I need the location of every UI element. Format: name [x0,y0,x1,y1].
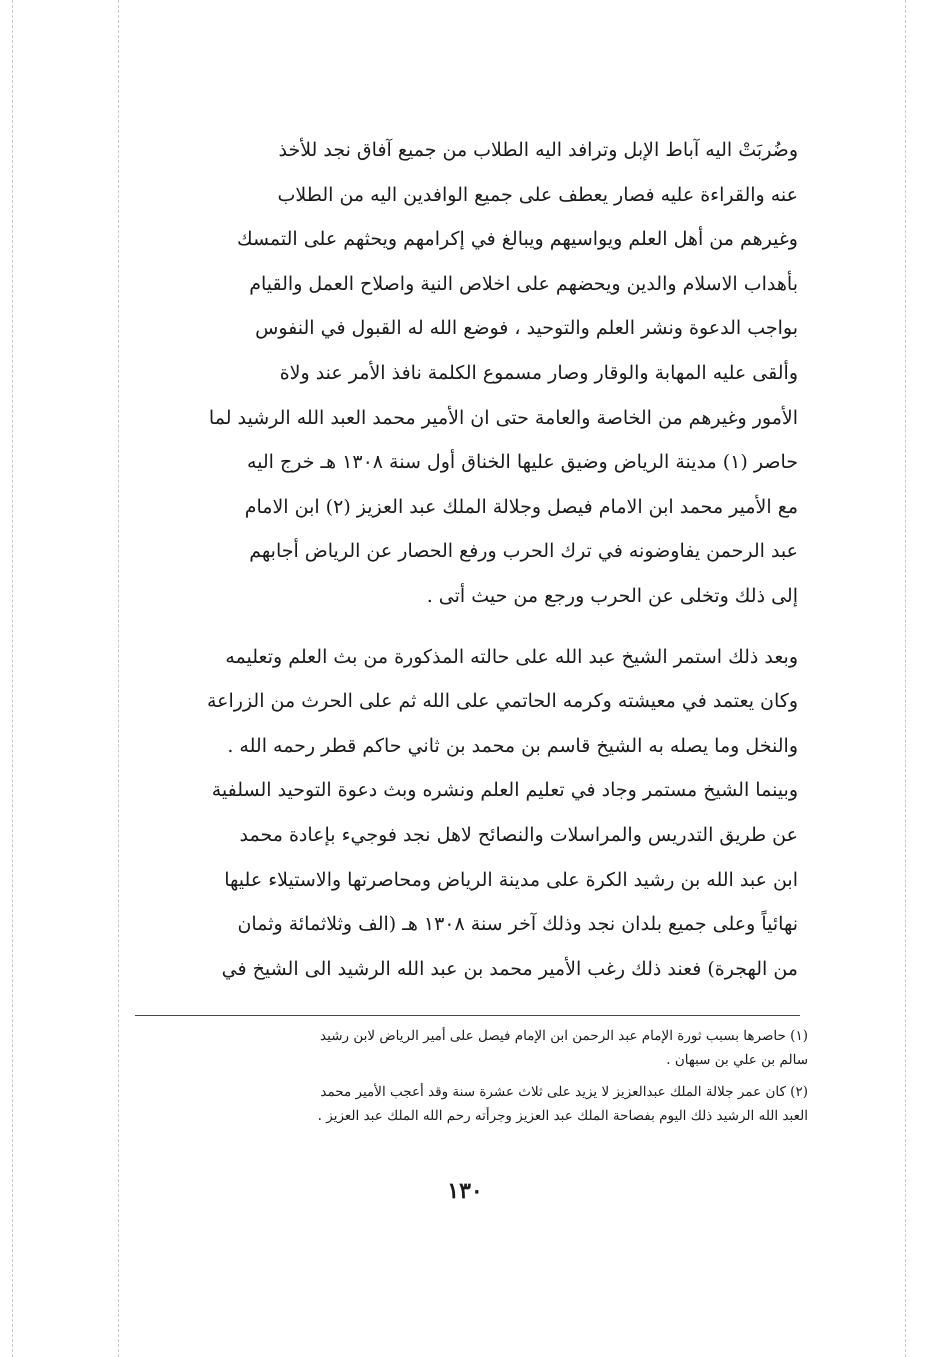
footnote-1 [128,1024,808,1072]
footnote-divider [135,1015,800,1016]
footnotes [128,1024,808,1128]
text-line: ابن عبد الله بن رشيد الكرة على مدينة الرياض ومحاصرتها والاستيلاء عليها [224,868,798,891]
main-text [128,128,798,991]
paragraph [128,635,798,992]
footnote-line: (٢) كان عمر جلالة الملك عبدالعزيز لا يزيد على ثلاث عشرة سنة وقد أعجب الأمير محمد [320,1084,808,1100]
text-line: الأمور وغيرهم من الخاصة والعامة حتى ان الأمير محمد العبد الله الرشيد لما [208,406,798,429]
scan-margin-line [118,0,119,1357]
text-line: بواجب الدعوة ونشر العلم والتوحيد ، فوضع الله له القبول في النفوس [255,317,798,340]
text-line: عن طريق التدريس والمراسلات والنصائح لاهل نجد فوجيء بإعادة محمد [239,823,798,846]
paragraph [128,128,798,619]
text-line: وغيرهم من أهل العلم ويواسيهم ويبالغ في إكرامهم ويحثهم على التمسك [236,228,798,251]
text-line: إلى ذلك وتخلى عن الحرب ورجع من حيث أتى . [426,584,798,607]
footnote-line: العبد الله الرشيد ذلك اليوم بفصاحة الملك عبد العزيز وجرأته رحم الله الملك عبد العزيز . [317,1108,808,1124]
text-line: وكان يعتمد في معيشته وكرمه الحاتمي على الله ثم على الحرث من الزراعة [206,690,798,713]
text-line: مع الأمير محمد ابن الامام فيصل وجلالة الملك عبد العزيز (٢) ابن الامام [244,495,798,518]
footnote-line: سالم بن علي بن سبهان . [666,1052,808,1068]
page-number: ١٣٠ [447,1178,483,1204]
text-line: وألقى عليه المهابة والوقار وصار مسموع الكلمة نافذ الأمر عند ولاة [279,361,798,384]
text-line: نهائياً وعلى جميع بلدان نجد وذلك آخر سنة ١٣٠٨ هـ (الف وثلاثمائة وثمان [237,913,798,936]
footnote-line: (١) حاصرها بسبب ثورة الإمام عبد الرحمن ابن الإمام فيصل على أمير الرياض لابن رشيد [320,1028,808,1044]
text-line: عبد الرحمن يفاوضونه في ترك الحرب ورفع الحصار عن الرياض أجابهم [249,540,798,563]
text-line: بأهداب الاسلام والدين ويحضهم على اخلاص النية واصلاح العمل والقيام [249,272,798,295]
footnote-2 [128,1080,808,1128]
text-line: من الهجرة) فعند ذلك رغب الأمير محمد بن عبد الله الرشيد الى الشيخ في [221,957,798,980]
text-line: وبعد ذلك استمر الشيخ عبد الله على حالته المذكورة من بث العلم وتعليمه [225,645,798,668]
text-line: حاصر (١) مدينة الرياض وضيق عليها الخناق أول سنة ١٣٠٨ هـ خرج اليه [246,451,798,474]
scan-margin-line [905,0,906,1357]
text-line: والنخل وما يصله به الشيخ قاسم بن محمد بن ثاني حاكم قطر رحمه الله . [227,734,798,757]
text-line: وبينما الشيخ مستمر وجاد في تعليم العلم ونشره وبث دعوة التوحيد السلفية [211,779,798,802]
text-line: عنه والقراءة عليه فصار يعطف على جميع الوافدين اليه من الطلاب [277,183,798,206]
text-line: وضُربَتْ اليه آباط الإبل وترافد اليه الطلاب من جميع آفاق نجد للأخذ [278,139,798,161]
scan-margin-line [12,0,13,1357]
